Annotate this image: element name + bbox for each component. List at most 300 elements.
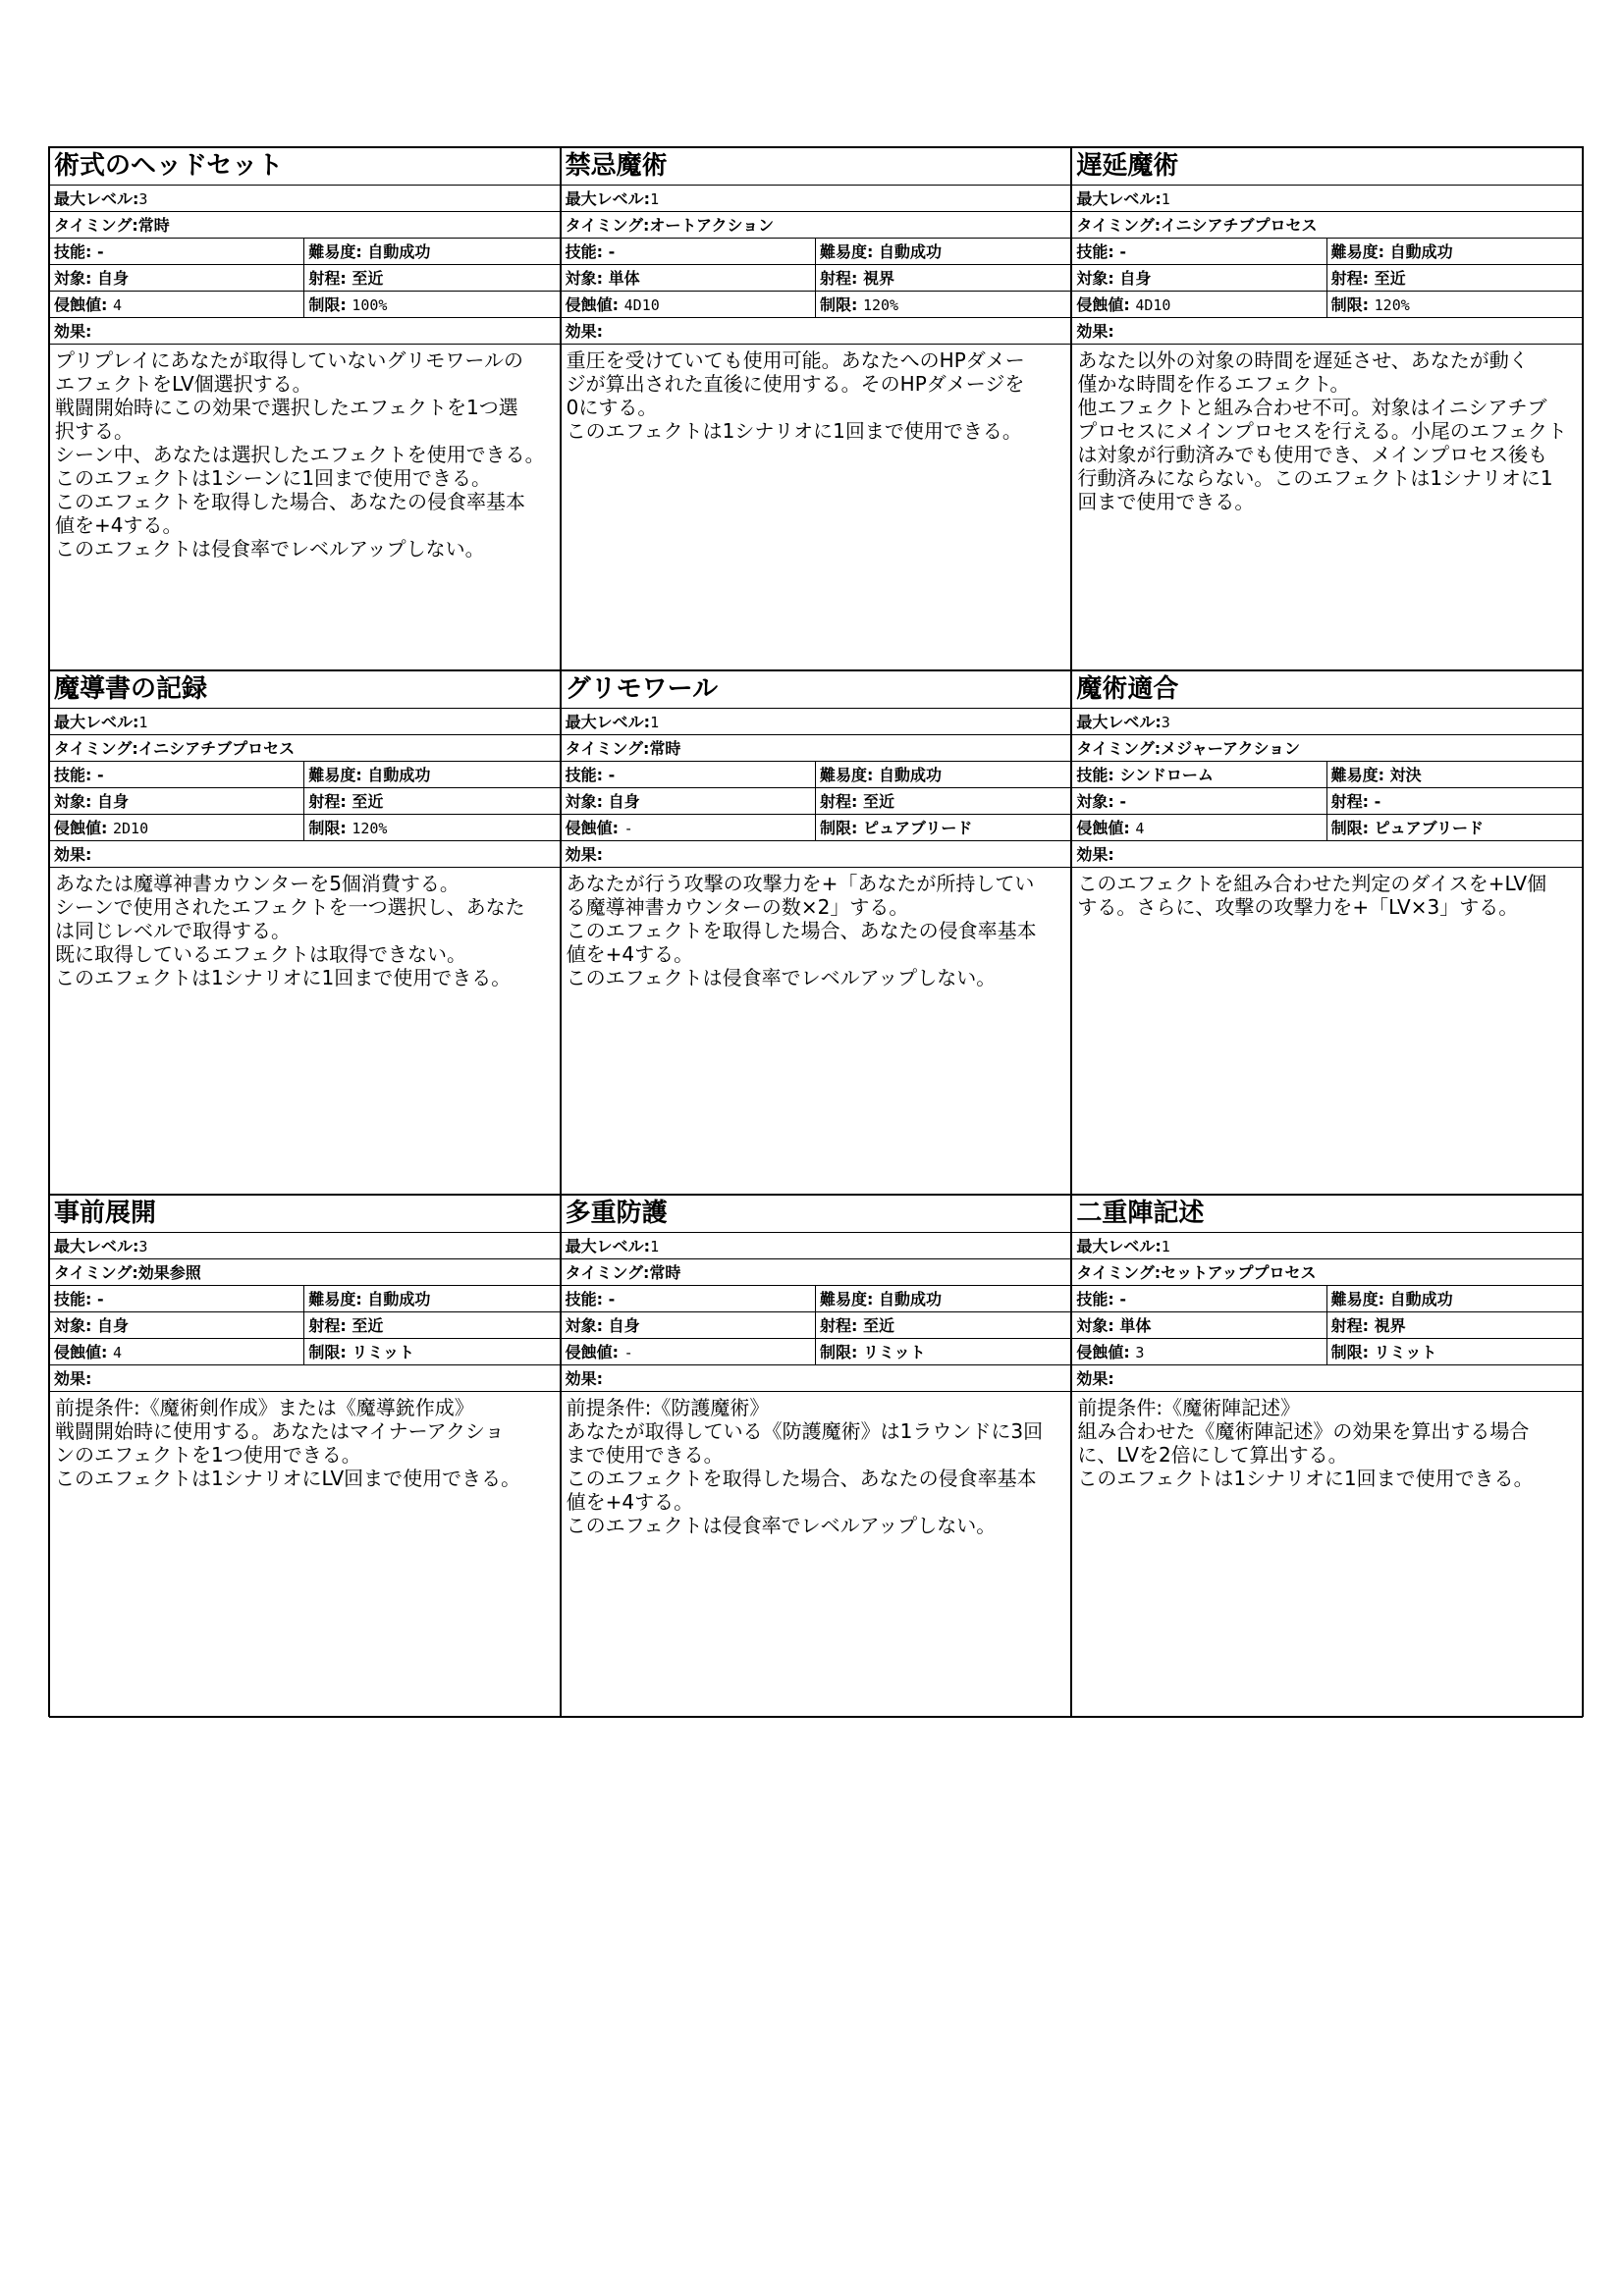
limit-cell xyxy=(304,292,559,317)
effect-line: 値を+4する。 xyxy=(55,513,183,537)
timing-row xyxy=(562,1259,1071,1286)
difficulty-cell xyxy=(1327,762,1582,787)
target-value: 自身 xyxy=(96,269,129,288)
erosion-label: 侵蝕値: xyxy=(54,1342,108,1362)
skill-difficulty-row xyxy=(562,239,1071,265)
skill-value: シンドローム xyxy=(1119,766,1214,785)
effect-line: シーン中、あなたは選択したエフェクトを使用できる。 xyxy=(55,443,545,466)
max-level-value: 3 xyxy=(1161,714,1170,732)
max-level-value: 1 xyxy=(650,714,660,732)
effect-title: グリモワール xyxy=(562,671,1071,709)
effect-title: 多重防護 xyxy=(562,1196,1071,1233)
range-label: 射程: xyxy=(819,1315,858,1335)
effect-line: 戦闘開始時に使用する。あなたはマイナーアクショ xyxy=(55,1418,505,1443)
target-label: 対象: xyxy=(1076,792,1114,812)
max-level-value: 1 xyxy=(1161,190,1170,208)
erosion-value: - xyxy=(623,820,633,838)
skill-label: 技能: xyxy=(54,1289,92,1308)
effect-card xyxy=(561,147,1072,670)
difficulty-label: 難易度: xyxy=(1330,766,1385,785)
limit-label: 制限: xyxy=(1330,295,1370,314)
effect-line: このエフェクトは1シナリオにLV回まで使用できる。 xyxy=(55,1466,521,1490)
effect-title: 魔導書の記録 xyxy=(50,671,560,709)
erosion-value: 4 xyxy=(112,1343,123,1362)
range-label: 射程: xyxy=(308,792,347,812)
timing-value: オートアクション xyxy=(649,216,775,235)
difficulty-label: 難易度: xyxy=(1330,242,1385,261)
limit-cell xyxy=(1327,1339,1582,1364)
target-value: - xyxy=(1119,792,1126,812)
skill-label: 技能: xyxy=(1076,1289,1114,1308)
erosion-limit-row xyxy=(1072,292,1582,318)
erosion-value: 3 xyxy=(1135,1343,1145,1362)
timing-value: イニシアチブプロセス xyxy=(137,739,296,759)
target-cell xyxy=(1072,1312,1326,1338)
effect-line: このエフェクトは1シナリオに1回まで使用できる。 xyxy=(1077,1466,1534,1490)
timing-label: タイミング: xyxy=(1076,739,1162,759)
effect-line: このエフェクトを取得した場合、あなたの侵食率基本 xyxy=(566,919,1037,943)
skill-cell xyxy=(1072,239,1326,264)
timing-label: タイミング: xyxy=(565,216,650,235)
effect-text xyxy=(1072,1392,1582,1717)
difficulty-value: 自動成功 xyxy=(1389,1289,1453,1308)
max-level-row xyxy=(1072,186,1582,212)
max-level-row xyxy=(1072,709,1582,735)
effect-line: まで使用できる。 xyxy=(566,1442,724,1467)
effect-text xyxy=(1072,345,1582,669)
erosion-value: 4 xyxy=(1135,820,1145,838)
skill-cell xyxy=(1072,1286,1326,1311)
limit-value: リミット xyxy=(862,1342,926,1362)
skill-cell xyxy=(50,239,304,264)
effect-line: 値を+4する。 xyxy=(566,1489,694,1514)
skill-label: 技能: xyxy=(565,766,604,785)
target-value: 単体 xyxy=(608,269,640,288)
difficulty-label: 難易度: xyxy=(819,242,874,261)
limit-value: リミット xyxy=(352,1342,414,1362)
timing-label: タイミング: xyxy=(565,1262,650,1282)
erosion-label: 侵蝕値: xyxy=(54,819,108,838)
skill-label: 技能: xyxy=(565,1289,604,1308)
effect-line: プロセスにメインプロセスを行える。小尾のエフェクト xyxy=(1077,419,1567,443)
target-value: 自身 xyxy=(96,1315,129,1335)
skill-cell xyxy=(562,239,816,264)
effect-line: あなたが取得している《防護魔術》は1ラウンドに3回 xyxy=(566,1418,1044,1443)
difficulty-label: 難易度: xyxy=(308,1289,362,1308)
skill-label: 技能: xyxy=(1076,242,1114,261)
effect-line: このエフェクトを組み合わせた判定のダイスを+LV個 xyxy=(1077,872,1547,896)
max-level-row xyxy=(50,186,560,212)
skill-value: - xyxy=(96,242,104,261)
limit-label: 制限: xyxy=(308,295,347,314)
effect-header-row xyxy=(50,1365,560,1392)
target-value: 自身 xyxy=(608,1315,640,1335)
effect-line: このエフェクトは1シナリオに1回まで使用できる。 xyxy=(55,966,512,990)
max-level-value: 3 xyxy=(138,190,148,208)
timing-label: タイミング: xyxy=(1076,216,1162,235)
limit-cell xyxy=(1327,815,1582,840)
erosion-limit-row xyxy=(50,815,560,841)
range-cell xyxy=(1327,788,1582,814)
range-value: 至近 xyxy=(862,792,894,812)
limit-value: 120% xyxy=(862,296,899,314)
timing-value: イニシアチブプロセス xyxy=(1161,216,1318,235)
skill-label: 技能: xyxy=(54,766,92,785)
target-label: 対象: xyxy=(54,792,92,812)
difficulty-value: 自動成功 xyxy=(367,1289,431,1308)
effect-line: する。さらに、攻撃の攻撃力を+「LV×3」する。 xyxy=(1077,895,1519,920)
target-cell xyxy=(562,788,816,814)
target-range-row xyxy=(1072,788,1582,815)
limit-label: 制限: xyxy=(308,1342,347,1362)
difficulty-value: 自動成功 xyxy=(878,242,942,261)
max-level-label: 最大レベル: xyxy=(565,713,651,732)
max-level-label: 最大レベル: xyxy=(565,1236,651,1255)
erosion-value: - xyxy=(623,1343,633,1362)
target-value: 自身 xyxy=(96,792,129,812)
erosion-limit-row xyxy=(1072,1339,1582,1365)
skill-label: 技能: xyxy=(565,242,604,261)
difficulty-value: 自動成功 xyxy=(878,766,942,785)
skill-difficulty-row xyxy=(562,762,1071,788)
difficulty-value: 自動成功 xyxy=(367,242,431,261)
limit-label: 制限: xyxy=(819,295,858,314)
erosion-limit-row xyxy=(562,1339,1071,1365)
timing-value: メジャーアクション xyxy=(1161,739,1301,759)
effect-label: 効果: xyxy=(54,322,92,341)
effect-line: 択する。 xyxy=(55,419,134,443)
skill-difficulty-row xyxy=(1072,762,1582,788)
difficulty-value: 自動成功 xyxy=(878,1289,942,1308)
effect-line: に、LVを2倍にして算出する。 xyxy=(1077,1442,1348,1467)
effect-line: このエフェクトは侵食率でレベルアップしない。 xyxy=(566,966,997,990)
timing-label: タイミング: xyxy=(54,1262,138,1282)
target-label: 対象: xyxy=(565,792,604,812)
target-range-row xyxy=(50,265,560,292)
range-cell xyxy=(816,265,1070,291)
timing-row xyxy=(50,212,560,239)
target-range-row xyxy=(1072,265,1582,292)
skill-value: - xyxy=(96,766,104,785)
skill-value: - xyxy=(608,1289,616,1308)
effect-line: は対象が行動済みでも使用でき、メインプロセス後も xyxy=(1077,443,1548,466)
skill-value: - xyxy=(1119,1289,1126,1308)
range-value: 至近 xyxy=(352,1315,384,1335)
effect-header-row xyxy=(1072,1365,1582,1392)
effect-text xyxy=(50,345,560,669)
max-level-value: 1 xyxy=(138,714,148,732)
timing-row xyxy=(1072,212,1582,239)
difficulty-cell xyxy=(304,239,559,264)
effect-header-row xyxy=(562,318,1071,345)
erosion-cell xyxy=(1072,815,1326,840)
difficulty-value: 自動成功 xyxy=(367,766,431,785)
range-label: 射程: xyxy=(819,269,858,288)
erosion-label: 侵蝕値: xyxy=(565,1342,620,1362)
effect-line: エフェクトをLV個選択する。 xyxy=(55,372,312,396)
effect-text xyxy=(50,1392,560,1717)
effect-line: 既に取得しているエフェクトは取得できない。 xyxy=(55,942,466,967)
effect-card xyxy=(561,670,1072,1194)
skill-cell xyxy=(562,762,816,787)
max-level-label: 最大レベル: xyxy=(54,713,139,732)
effect-line: ンのエフェクトを1つ使用できる。 xyxy=(55,1442,361,1467)
effect-label: 効果: xyxy=(565,322,604,341)
target-cell xyxy=(50,788,304,814)
effect-line: このエフェクトは1シナリオに1回まで使用できる。 xyxy=(566,419,1022,443)
target-value: 自身 xyxy=(608,792,640,812)
target-range-row xyxy=(50,788,560,815)
range-label: 射程: xyxy=(1330,269,1370,288)
erosion-label: 侵蝕値: xyxy=(1076,819,1130,838)
erosion-cell xyxy=(1072,292,1326,317)
effect-card xyxy=(1071,147,1583,670)
erosion-limit-row xyxy=(50,1339,560,1365)
max-level-row xyxy=(50,709,560,735)
limit-value: ピュアブリード xyxy=(1374,819,1485,838)
erosion-limit-row xyxy=(562,815,1071,841)
limit-value: 100% xyxy=(352,296,388,314)
erosion-label: 侵蝕値: xyxy=(1076,295,1130,314)
effect-label: 効果: xyxy=(1076,322,1114,341)
max-level-label: 最大レベル: xyxy=(565,189,651,208)
target-label: 対象: xyxy=(565,1315,604,1335)
timing-row xyxy=(562,212,1071,239)
effect-line: 組み合わせた《魔術陣記述》の効果を算出する場合 xyxy=(1077,1418,1530,1443)
limit-label: 制限: xyxy=(1330,1342,1370,1362)
range-value: 視界 xyxy=(862,269,894,288)
range-cell xyxy=(816,1312,1070,1338)
erosion-label: 侵蝕値: xyxy=(54,295,108,314)
max-level-label: 最大レベル: xyxy=(1076,713,1162,732)
limit-label: 制限: xyxy=(819,1342,858,1362)
effect-line: 重圧を受けていても使用可能。あなたへのHPダメー xyxy=(566,348,1025,372)
effect-line: 前提条件:《魔術剣作成》または《魔導銃作成》 xyxy=(55,1395,474,1419)
max-level-row xyxy=(562,1233,1071,1259)
effect-card-sheet xyxy=(48,146,1584,1717)
target-cell xyxy=(1072,265,1326,291)
erosion-value: 4D10 xyxy=(623,296,660,314)
target-label: 対象: xyxy=(1076,269,1114,288)
max-level-label: 最大レベル: xyxy=(54,1236,139,1255)
max-level-row xyxy=(1072,1233,1582,1259)
effect-title: 術式のヘッドセット xyxy=(50,148,560,186)
range-value: 至近 xyxy=(862,1315,894,1335)
effect-title: 魔術適合 xyxy=(1072,671,1582,709)
skill-value: - xyxy=(1119,242,1126,261)
effect-label: 効果: xyxy=(1076,1368,1114,1388)
skill-cell xyxy=(50,762,304,787)
range-value: 視界 xyxy=(1374,1315,1406,1335)
skill-difficulty-row xyxy=(1072,1286,1582,1312)
effect-line: 回まで使用できる。 xyxy=(1077,490,1255,513)
timing-row xyxy=(50,1259,560,1286)
effect-line: あなた以外の対象の時間を遅延させ、あなたが動く xyxy=(1077,348,1529,372)
max-level-label: 最大レベル: xyxy=(1076,189,1162,208)
difficulty-label: 難易度: xyxy=(308,242,362,261)
effect-text xyxy=(562,1392,1071,1717)
max-level-value: 3 xyxy=(138,1237,148,1255)
effect-header-row xyxy=(50,841,560,868)
timing-label: タイミング: xyxy=(565,739,650,759)
effect-header-row xyxy=(1072,318,1582,345)
skill-cell xyxy=(50,1286,304,1311)
effect-line: 戦闘開始時にこの効果で選択したエフェクトを1つ選 xyxy=(55,396,518,419)
erosion-label: 侵蝕値: xyxy=(1076,1342,1130,1362)
range-value: 至近 xyxy=(1374,269,1406,288)
limit-cell xyxy=(816,815,1070,840)
target-value: 単体 xyxy=(1119,1315,1152,1335)
range-label: 射程: xyxy=(819,792,858,812)
max-level-row xyxy=(562,709,1071,735)
effect-card xyxy=(49,670,561,1194)
limit-cell xyxy=(816,1339,1070,1364)
effect-label: 効果: xyxy=(54,1368,92,1388)
difficulty-cell xyxy=(816,1286,1070,1311)
timing-value: 常時 xyxy=(137,216,170,235)
range-cell xyxy=(304,265,559,291)
erosion-cell xyxy=(562,292,816,317)
timing-value: 常時 xyxy=(649,739,681,759)
skill-cell xyxy=(562,1286,816,1311)
effect-card xyxy=(561,1195,1072,1718)
effect-title: 事前展開 xyxy=(50,1196,560,1233)
erosion-limit-row xyxy=(50,292,560,318)
effect-header-row xyxy=(50,318,560,345)
effect-line: あなたは魔導神書カウンターを5個消費する。 xyxy=(55,872,460,896)
effect-header-row xyxy=(1072,841,1582,868)
target-range-row xyxy=(562,1312,1071,1339)
range-cell xyxy=(304,788,559,814)
difficulty-label: 難易度: xyxy=(1330,1289,1385,1308)
effect-label: 効果: xyxy=(54,845,92,865)
target-label: 対象: xyxy=(565,269,604,288)
effect-line: 僅かな時間を作るエフェクト。 xyxy=(1077,372,1350,396)
max-level-row xyxy=(562,186,1071,212)
timing-value: 効果参照 xyxy=(137,1262,201,1282)
erosion-value: 4D10 xyxy=(1135,296,1171,314)
timing-label: タイミング: xyxy=(54,216,138,235)
limit-label: 制限: xyxy=(819,819,858,838)
effect-line: 0にする。 xyxy=(566,396,658,419)
range-cell xyxy=(1327,265,1582,291)
limit-cell xyxy=(816,292,1070,317)
difficulty-cell xyxy=(816,762,1070,787)
effect-header-row xyxy=(562,841,1071,868)
max-level-value: 1 xyxy=(1161,1237,1170,1255)
limit-cell xyxy=(1327,292,1582,317)
skill-difficulty-row xyxy=(50,239,560,265)
skill-value: - xyxy=(608,766,616,785)
skill-value: - xyxy=(96,1289,104,1308)
range-value: - xyxy=(1374,792,1381,812)
effect-line: シーンで使用されたエフェクトを一つ選択し、あなた xyxy=(55,895,525,920)
target-range-row xyxy=(562,265,1071,292)
max-level-label: 最大レベル: xyxy=(1076,1236,1162,1255)
limit-value: 120% xyxy=(1374,296,1410,314)
difficulty-value: 自動成功 xyxy=(1389,242,1453,261)
skill-label: 技能: xyxy=(1076,766,1114,785)
range-label: 射程: xyxy=(308,1315,347,1335)
effect-card xyxy=(49,147,561,670)
effect-title: 二重陣記述 xyxy=(1072,1196,1582,1233)
effect-card xyxy=(1071,1195,1583,1718)
max-level-value: 1 xyxy=(650,190,660,208)
skill-difficulty-row xyxy=(50,1286,560,1312)
effect-label: 効果: xyxy=(565,1368,604,1388)
target-range-row xyxy=(562,788,1071,815)
erosion-label: 侵蝕値: xyxy=(565,819,620,838)
effect-line: あなたが行う攻撃の攻撃力を+「あなたが所持してい xyxy=(566,872,1035,896)
difficulty-label: 難易度: xyxy=(819,766,874,785)
target-cell xyxy=(50,265,304,291)
timing-label: タイミング: xyxy=(1076,1262,1162,1282)
target-label: 対象: xyxy=(54,269,92,288)
timing-row xyxy=(1072,735,1582,762)
limit-value: リミット xyxy=(1374,1342,1437,1362)
effect-line: 前提条件:《魔術陣記述》 xyxy=(1077,1395,1301,1419)
limit-cell xyxy=(304,815,559,840)
skill-cell xyxy=(1072,762,1326,787)
difficulty-cell xyxy=(1327,1286,1582,1311)
erosion-cell xyxy=(562,815,816,840)
effect-text xyxy=(50,868,560,1193)
effect-line: プリプレイにあなたが取得していないグリモワールの xyxy=(55,348,523,372)
range-value: 至近 xyxy=(352,269,384,288)
erosion-cell xyxy=(562,1339,816,1364)
range-label: 射程: xyxy=(1330,1315,1370,1335)
skill-difficulty-row xyxy=(50,762,560,788)
difficulty-cell xyxy=(1327,239,1582,264)
skill-difficulty-row xyxy=(1072,239,1582,265)
erosion-label: 侵蝕値: xyxy=(565,295,620,314)
target-cell xyxy=(562,1312,816,1338)
target-range-row xyxy=(50,1312,560,1339)
range-cell xyxy=(816,788,1070,814)
effect-card xyxy=(49,1195,561,1718)
range-cell xyxy=(1327,1312,1582,1338)
effect-text xyxy=(562,868,1071,1193)
effect-title: 禁忌魔術 xyxy=(562,148,1071,186)
effect-line: 値を+4する。 xyxy=(566,942,694,967)
effect-text xyxy=(1072,868,1582,1193)
difficulty-cell xyxy=(816,239,1070,264)
effect-line: このエフェクトは1シーンに1回まで使用できる。 xyxy=(55,466,492,490)
target-value: 自身 xyxy=(1119,269,1152,288)
difficulty-cell xyxy=(304,762,559,787)
difficulty-label: 難易度: xyxy=(819,1289,874,1308)
erosion-cell xyxy=(50,815,304,840)
effect-label: 効果: xyxy=(1076,845,1114,865)
range-value: 至近 xyxy=(352,792,384,812)
difficulty-label: 難易度: xyxy=(308,766,362,785)
effect-line: は同じレベルで取得する。 xyxy=(55,919,291,943)
erosion-cell xyxy=(50,1339,304,1364)
effect-line: る魔導神書カウンターの数×2」する。 xyxy=(566,895,909,920)
effect-line: 前提条件:《防護魔術》 xyxy=(566,1395,770,1419)
difficulty-value: 対決 xyxy=(1389,766,1422,785)
difficulty-cell xyxy=(304,1286,559,1311)
limit-value: 120% xyxy=(352,820,388,838)
limit-label: 制限: xyxy=(1330,819,1370,838)
effect-title: 遅延魔術 xyxy=(1072,148,1582,186)
timing-label: タイミング: xyxy=(54,739,138,759)
timing-value: 常時 xyxy=(649,1262,681,1282)
skill-difficulty-row xyxy=(562,1286,1071,1312)
range-label: 射程: xyxy=(1330,792,1370,812)
target-label: 対象: xyxy=(1076,1315,1114,1335)
effect-line: このエフェクトは侵食率でレベルアップしない。 xyxy=(55,537,485,561)
